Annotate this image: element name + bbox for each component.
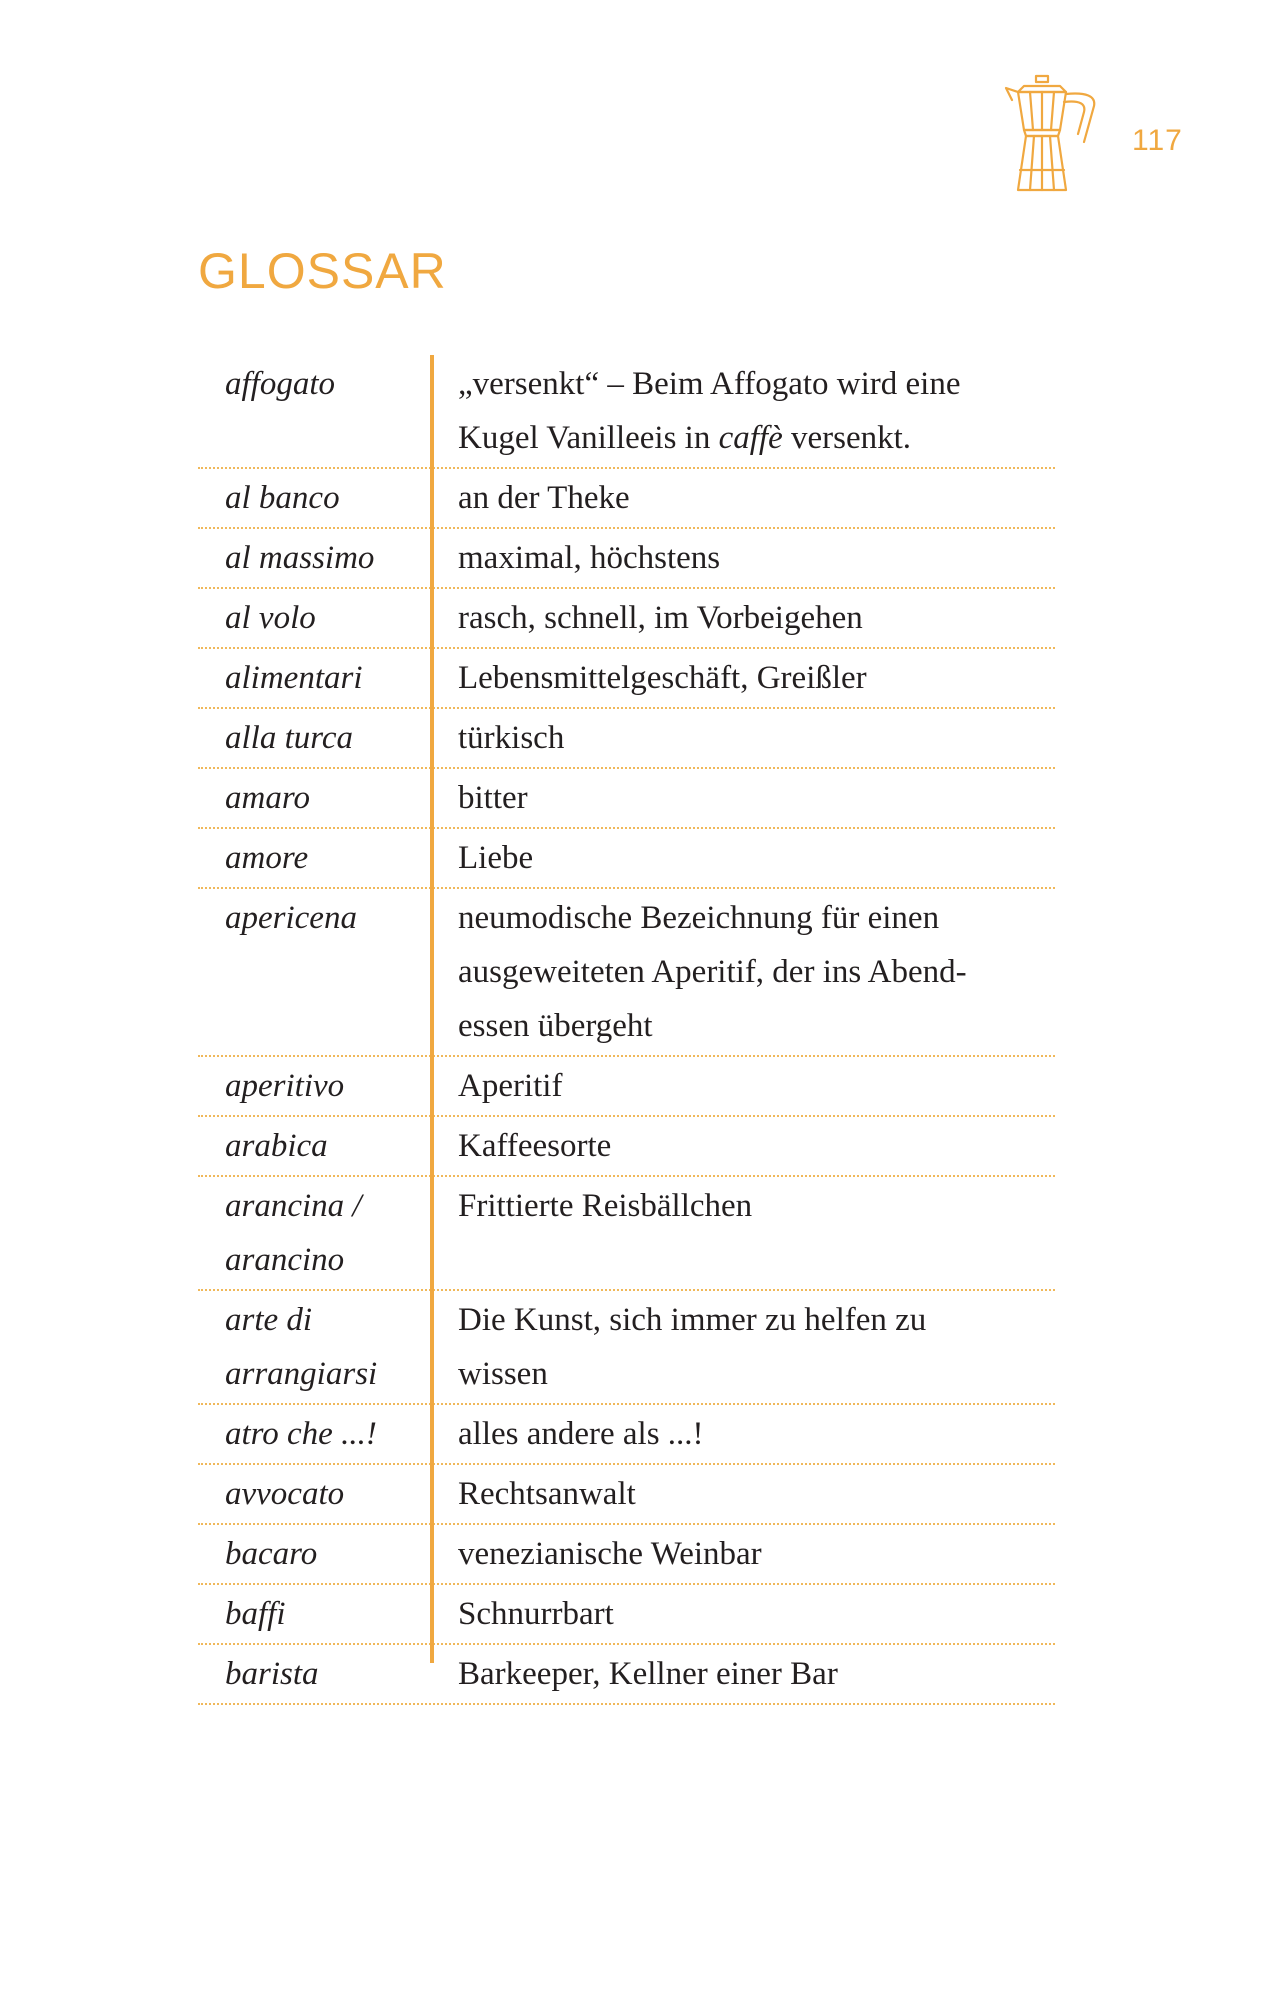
glossary-definition — [434, 357, 1055, 465]
glossary-term: avvocato — [225, 1476, 345, 1512]
glossary-term: amaro — [225, 780, 310, 816]
glossary-entry — [198, 1405, 1055, 1465]
glossary-definition: neumodische Bezeichnung für einen ausgeweiteten Aperitif, der ins Abend- essen übergeht — [458, 900, 967, 1044]
glossary-definition: Aperitif — [458, 1068, 563, 1104]
glossary-definition: an der Theke — [458, 480, 630, 516]
glossary-term: barista — [225, 1656, 319, 1692]
glossary-term: arabica — [225, 1128, 328, 1164]
glossary-entry — [198, 1525, 1055, 1585]
glossary-term: al massimo — [225, 540, 375, 576]
glossary-entry — [198, 469, 1055, 529]
glossary-entry — [198, 649, 1055, 709]
page-number: 117 — [1132, 124, 1183, 157]
glossary-term: alla turca — [225, 720, 354, 756]
glossary-entry — [198, 529, 1055, 589]
glossary-definition: rasch, schnell, im Vorbeigehen — [458, 600, 863, 636]
glossary-entry — [198, 355, 1055, 469]
glossary-term: alimentari — [225, 660, 363, 696]
glossary-term: arte di arrangiarsi — [225, 1302, 378, 1392]
glossary-term: al banco — [225, 480, 340, 516]
glossary-entry — [198, 589, 1055, 649]
glossary-definition: Schnurrbart — [458, 1596, 614, 1632]
glossary-definition: Die Kunst, sich immer zu helfen zu wissen — [458, 1302, 927, 1392]
glossary-definition: Frittierte Reisbällchen — [458, 1188, 753, 1224]
glossary-definition: Liebe — [458, 840, 534, 876]
glossary-entry — [198, 769, 1055, 829]
glossary-definition: venezianische Weinbar — [458, 1536, 762, 1572]
glossary-entry — [198, 1117, 1055, 1177]
glossary-definition: Barkeeper, Kellner einer Bar — [458, 1656, 838, 1692]
glossary-entry — [198, 829, 1055, 889]
glossary-term: apericena — [225, 900, 357, 936]
glossary-table — [198, 355, 1055, 1705]
glossary-entry — [198, 889, 1055, 1057]
glossary-term: affogato — [225, 366, 336, 402]
glossary-entry — [198, 709, 1055, 769]
moka-pot-icon — [1000, 70, 1110, 200]
glossary-entry — [198, 1291, 1055, 1405]
glossary-entry — [198, 1057, 1055, 1117]
glossary-entry — [198, 1645, 1055, 1705]
glossary-definition: maximal, höchstens — [458, 540, 721, 576]
glossary-definition: Rechtsanwalt — [458, 1476, 636, 1512]
glossary-term: atro che ...! — [225, 1416, 377, 1452]
glossary-definition: alles andere als ...! — [458, 1416, 704, 1452]
glossary-definition: bitter — [458, 780, 528, 816]
page-title: GLOSSAR — [198, 243, 447, 299]
column-divider — [430, 355, 434, 1663]
definition-italic: caffè — [718, 420, 783, 456]
glossary-term: amore — [225, 840, 309, 876]
glossary-definition: Kaffeesorte — [458, 1128, 612, 1164]
glossary-term: bacaro — [225, 1536, 318, 1572]
glossary-term: aperitivo — [225, 1068, 345, 1104]
glossary-definition: Lebensmittelgeschäft, Greißler — [458, 660, 867, 696]
glossary-term: arancina / arancino — [225, 1188, 362, 1278]
definition-end: versenkt. — [782, 420, 912, 456]
glossary-entry — [198, 1465, 1055, 1525]
glossary-entry — [198, 1585, 1055, 1645]
glossary-entry — [198, 1177, 1055, 1291]
definition-text: „versenkt“ – Beim Affogato wird eine Kugel Vanilleeis in — [458, 366, 961, 456]
glossary-definition: türkisch — [458, 720, 565, 756]
glossary-term: baffi — [225, 1596, 286, 1632]
glossary-term: al volo — [225, 600, 316, 636]
